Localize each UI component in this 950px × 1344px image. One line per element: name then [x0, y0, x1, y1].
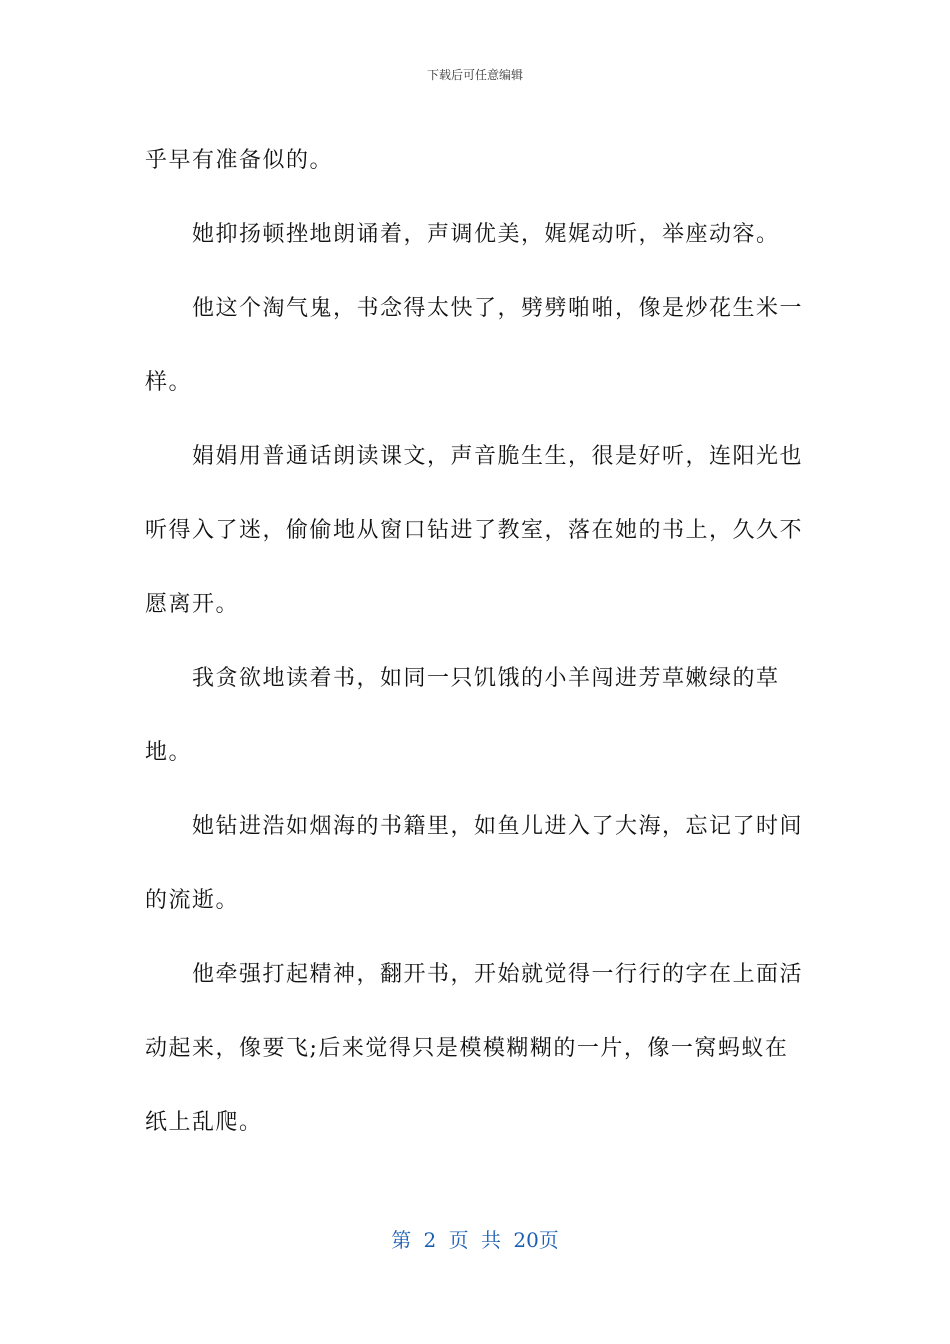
paragraph: 我贪欲地读着书，如同一只饥饿的小羊闯进芳草嫩绿的草地。 — [145, 666, 780, 765]
paragraph: 他牵强打起精神，翻开书，开始就觉得一行行的字在上面活动起来，像要飞;后来觉得只是模模糊糊的一片，像一窝蚂蚁在纸上乱爬。 — [145, 962, 804, 1135]
paragraph: 她抑扬顿挫地朗诵着，声调优美，娓娓动听，举座动容。 — [192, 222, 780, 247]
paragraph-continuation: 乎早有准备似的。 — [145, 148, 334, 173]
page-header-note: 下载后可任意编辑 — [426, 68, 523, 82]
paragraph: 他这个淘气鬼，书念得太快了，劈劈啪啪，像是炒花生米一样。 — [145, 296, 804, 395]
document-body — [145, 124, 805, 1160]
paragraph: 她钻进浩如烟海的书籍里，如鱼儿进入了大海，忘记了时间的流逝。 — [145, 814, 804, 913]
page-number: 第 2 页 共 20页 — [391, 1228, 559, 1252]
paragraph: 娟娟用普通话朗读课文，声音脆生生，很是好听，连阳光也听得入了迷，偷偷地从窗口钻进了教室，落在她的书上，久久不愿离开。 — [145, 444, 804, 617]
